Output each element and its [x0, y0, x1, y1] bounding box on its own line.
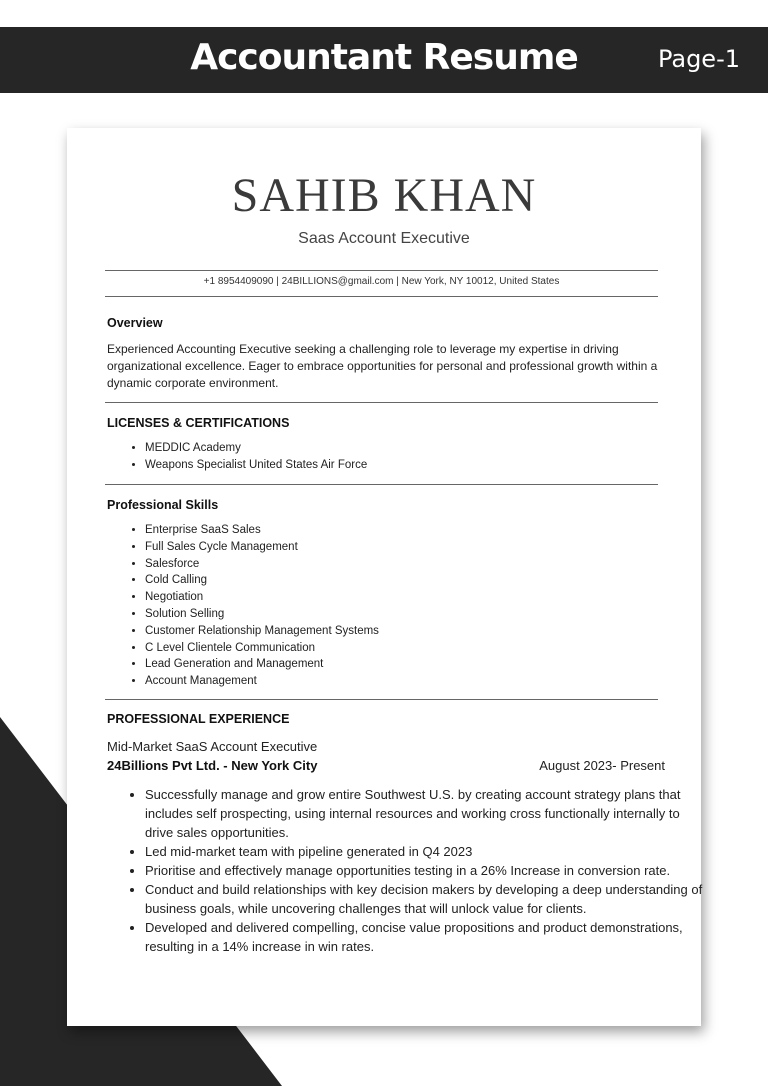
list-item: • Negotiation	[145, 589, 379, 606]
licenses-list	[125, 440, 367, 474]
licenses-heading: LICENSES & CERTIFICATIONS	[107, 416, 290, 430]
job-title: Mid-Market SaaS Account Executive	[107, 739, 318, 754]
skills-list	[125, 522, 379, 690]
banner-title: Accountant Resume	[190, 37, 578, 78]
list-item: • Full Sales Cycle Management	[145, 539, 379, 556]
candidate-name: SAHIB KHAN	[231, 169, 537, 222]
resume-sheet	[67, 128, 701, 1026]
list-item: • Customer Relationship Management Systems	[145, 623, 379, 640]
list-item: • MEDDIC Academy	[145, 440, 367, 457]
divider	[105, 296, 658, 297]
job-dates: August 2023- Present	[539, 758, 665, 773]
skills-heading: Professional Skills	[107, 498, 219, 512]
list-item: • Developed and delivered compelling, concise value propositions and product demonstrations, resulting in a 14% increase in win rates.	[145, 918, 705, 956]
header-banner	[0, 27, 768, 93]
overview-text: Experienced Accounting Executive seeking a challenging role to leverage my expertise in driving organizational excellence. Eager to embrace opportunities for personal and professional growth within a dynamic corporate environment.	[107, 342, 658, 390]
list-item: • Conduct and build relationships with key decision makers by developing a deep understanding of business goals, while uncovering challenges that will unlock value for clients.	[145, 880, 705, 918]
list-item: • Salesforce	[145, 556, 379, 573]
page-label: Page-1	[657, 45, 740, 73]
list-item: • Cold Calling	[145, 572, 379, 589]
overview-heading: Overview	[107, 316, 163, 330]
list-item: • Prioritise and effectively manage opportunities testing in a 26% Increase in conversion rate.	[145, 861, 705, 880]
list-item: • C Level Clientele Communication	[145, 640, 379, 657]
list-item: • Successfully manage and grow entire Southwest U.S. by creating account strategy plans that includes self prospecting, using internal resources and working cross functionally internally to drive sales opportunities.	[145, 785, 705, 842]
divider	[105, 402, 658, 403]
company-name: 24Billions Pvt Ltd. - New York City	[107, 758, 318, 773]
experience-heading: PROFESSIONAL EXPERIENCE	[107, 712, 290, 726]
list-item: • Account Management	[145, 673, 379, 690]
divider	[105, 699, 658, 700]
candidate-role: Saas Account Executive	[298, 230, 470, 247]
list-item: • Solution Selling	[145, 606, 379, 623]
list-item: • Lead Generation and Management	[145, 656, 379, 673]
divider	[105, 484, 658, 485]
list-item: • Weapons Specialist United States Air Force	[145, 457, 367, 474]
list-item: • Led mid-market team with pipeline generated in Q4 2023	[145, 842, 705, 861]
list-item: • Enterprise SaaS Sales	[145, 522, 379, 539]
divider	[105, 270, 658, 271]
experience-bullets	[125, 785, 705, 956]
contact-line: +1 8954409090 | 24BILLIONS@gmail.com | New York, NY 10012, United States	[203, 276, 560, 287]
